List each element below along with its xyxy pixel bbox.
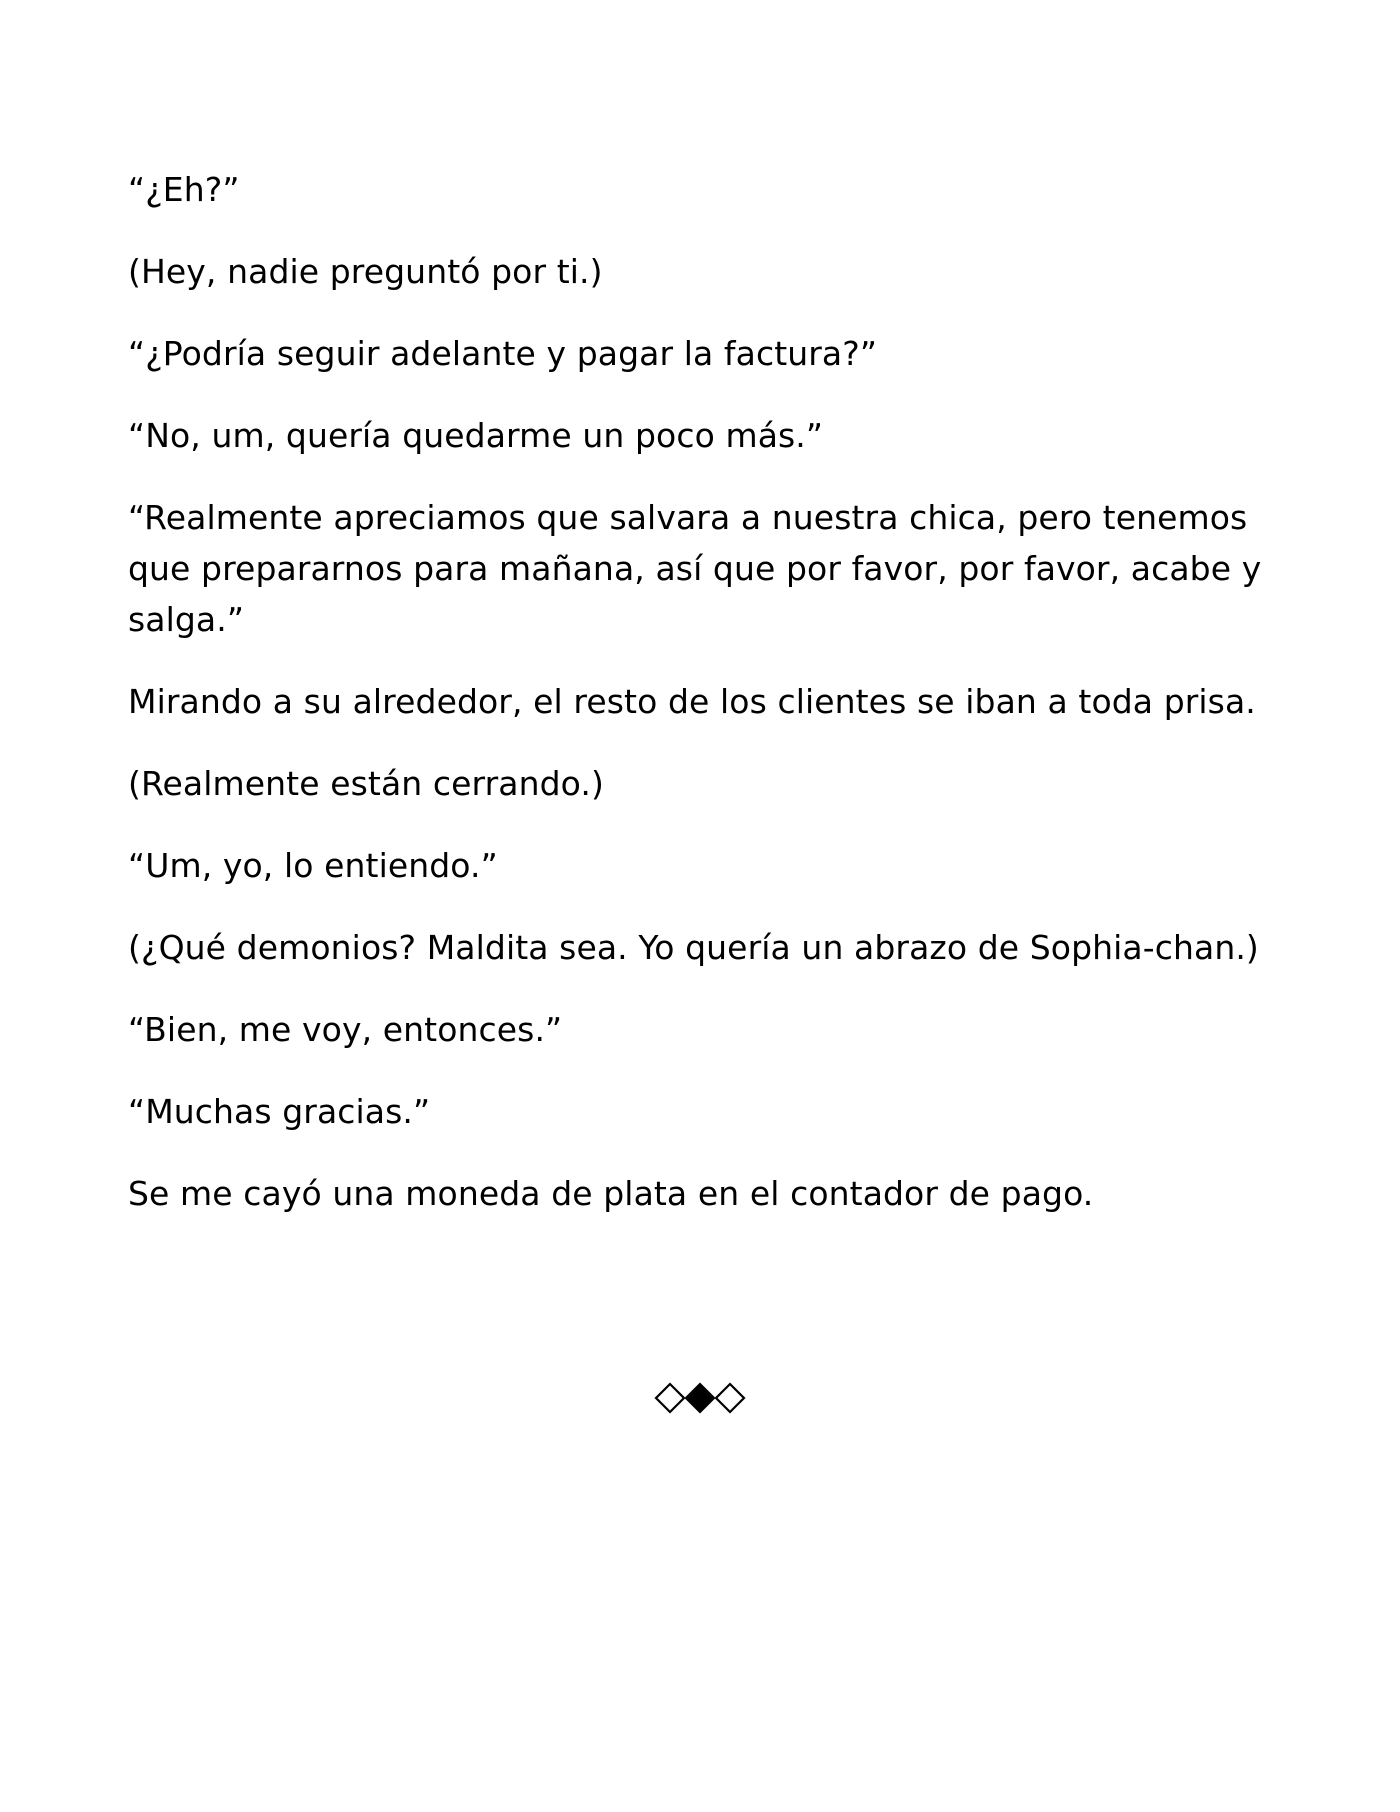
paragraph-4: “No, um, quería quedarme un poco más.” — [128, 416, 824, 455]
paragraph-2: (Hey, nadie preguntó por ti.) — [128, 252, 603, 291]
paragraph-10: “Bien, me voy, entonces.” — [128, 1010, 563, 1049]
paragraph-7: (Realmente están cerrando.) — [128, 764, 604, 803]
diamond-separator-icon — [652, 1380, 748, 1416]
paragraph-1: “¿Eh?” — [128, 170, 240, 209]
body-text — [128, 164, 1288, 1250]
paragraph-3: “¿Podría seguir adelante y pagar la factura?” — [128, 334, 878, 373]
paragraph-11: “Muchas gracias.” — [128, 1092, 431, 1131]
paragraph-9: (¿Qué demonios? Maldita sea. Yo quería un abrazo de Sophia-chan.) — [128, 928, 1259, 967]
section-separator — [0, 1378, 1400, 1418]
paragraph-5: “Realmente apreciamos que salvara a nuestra chica, pero tenemos que prepararnos para mañana, así que por favor, por favor, acabe y salga.” — [128, 498, 1262, 639]
paragraph-12: Se me cayó una moneda de plata en el contador de pago. — [128, 1174, 1094, 1213]
paragraph-8: “Um, yo, lo entiendo.” — [128, 846, 498, 885]
paragraph-6: Mirando a su alrededor, el resto de los clientes se iban a toda prisa. — [128, 682, 1256, 721]
